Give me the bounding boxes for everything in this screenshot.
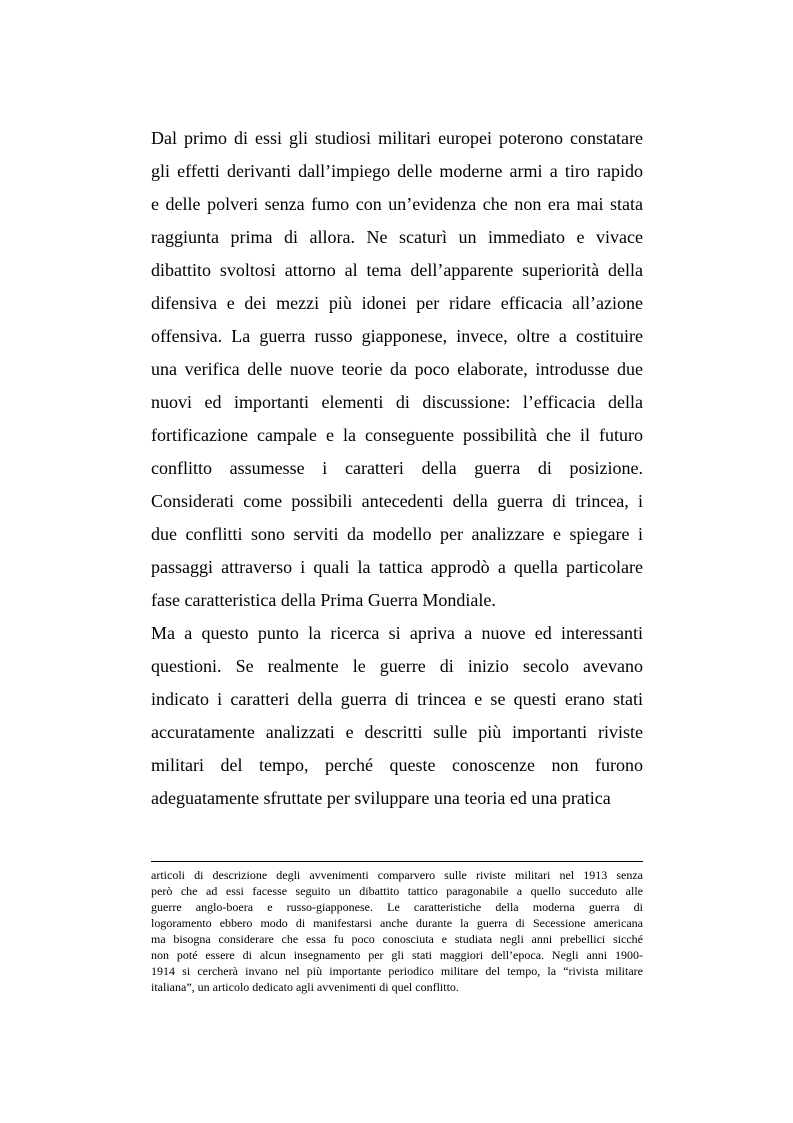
footnote-line: 1914 si cercherà invano nel più importante periodico militare del tempo, la “rivista militare <box>151 964 643 978</box>
body-line: fortificazione campale e la conseguente possibilità che il futuro <box>151 425 643 445</box>
footnote-line: ma bisogna considerare che essa fu poco conosciuta e studiata negli anni prebellici sicché <box>151 932 643 946</box>
body-line: raggiunta prima di allora. Ne scaturì un immediato e vivace <box>151 227 643 247</box>
body-line: adeguatamente sfruttate per sviluppare una teoria ed una pratica <box>151 788 611 808</box>
body-line: una verifica delle nuove teorie da poco elaborate, introdusse due <box>151 359 643 379</box>
footnote-line: articoli di descrizione degli avvenimenti comparvero sulle riviste militari nel 1913 senza <box>151 868 643 882</box>
body-line: nuovi ed importanti elementi di discussione: l’efficacia della <box>151 392 643 412</box>
body-line: dibattito svoltosi attorno al tema dell’apparente superiorità della <box>151 260 643 280</box>
body-line: e delle polveri senza fumo con un’evidenza che non era mai stata <box>151 194 643 214</box>
body-line: passaggi attraverso i quali la tattica approdò a quella particolare <box>151 557 643 577</box>
footnote-separator <box>151 861 643 862</box>
footnote-line: non poté essere di alcun insegnamento per gli stati maggiori dell’epoca. Negli anni 1900- <box>151 948 643 962</box>
body-line: conflitto assumesse i caratteri della guerra di posizione. <box>151 458 643 478</box>
footnote-line: guerre anglo-boera e russo-giapponese. Le caratteristiche della moderna guerra di <box>151 900 643 914</box>
body-line: militari del tempo, perché queste conoscenze non furono <box>151 755 643 775</box>
body-line: gli effetti derivanti dall’impiego delle moderne armi a tiro rapido <box>151 161 643 181</box>
body-line: Ma a questo punto la ricerca si apriva a nuove ed interessanti <box>151 623 643 643</box>
body-line: questioni. Se realmente le guerre di inizio secolo avevano <box>151 656 643 676</box>
body-line: difensiva e dei mezzi più idonei per ridare efficacia all’azione <box>151 293 643 313</box>
body-line: Dal primo di essi gli studiosi militari europei poterono constatare <box>151 128 643 148</box>
body-line: accuratamente analizzati e descritti sulle più importanti riviste <box>151 722 643 742</box>
body-line: offensiva. La guerra russo giapponese, invece, oltre a costituire <box>151 326 643 346</box>
footnote-line: però che ad essi facesse seguito un dibattito tattico paragonabile a quello succeduto alle <box>151 884 643 898</box>
footnote-line: italiana”, un articolo dedicato agli avvenimenti di quel conflitto. <box>151 980 459 994</box>
body-line: indicato i caratteri della guerra di trincea e se questi erano stati <box>151 689 643 709</box>
body-line: fase caratteristica della Prima Guerra Mondiale. <box>151 590 496 610</box>
body-line: Considerati come possibili antecedenti della guerra di trincea, i <box>151 491 643 511</box>
body-line: due conflitti sono serviti da modello per analizzare e spiegare i <box>151 524 643 544</box>
footnote-line: logoramento ebbero modo di manifestarsi anche durante la guerra di Secessione americana <box>151 916 643 930</box>
